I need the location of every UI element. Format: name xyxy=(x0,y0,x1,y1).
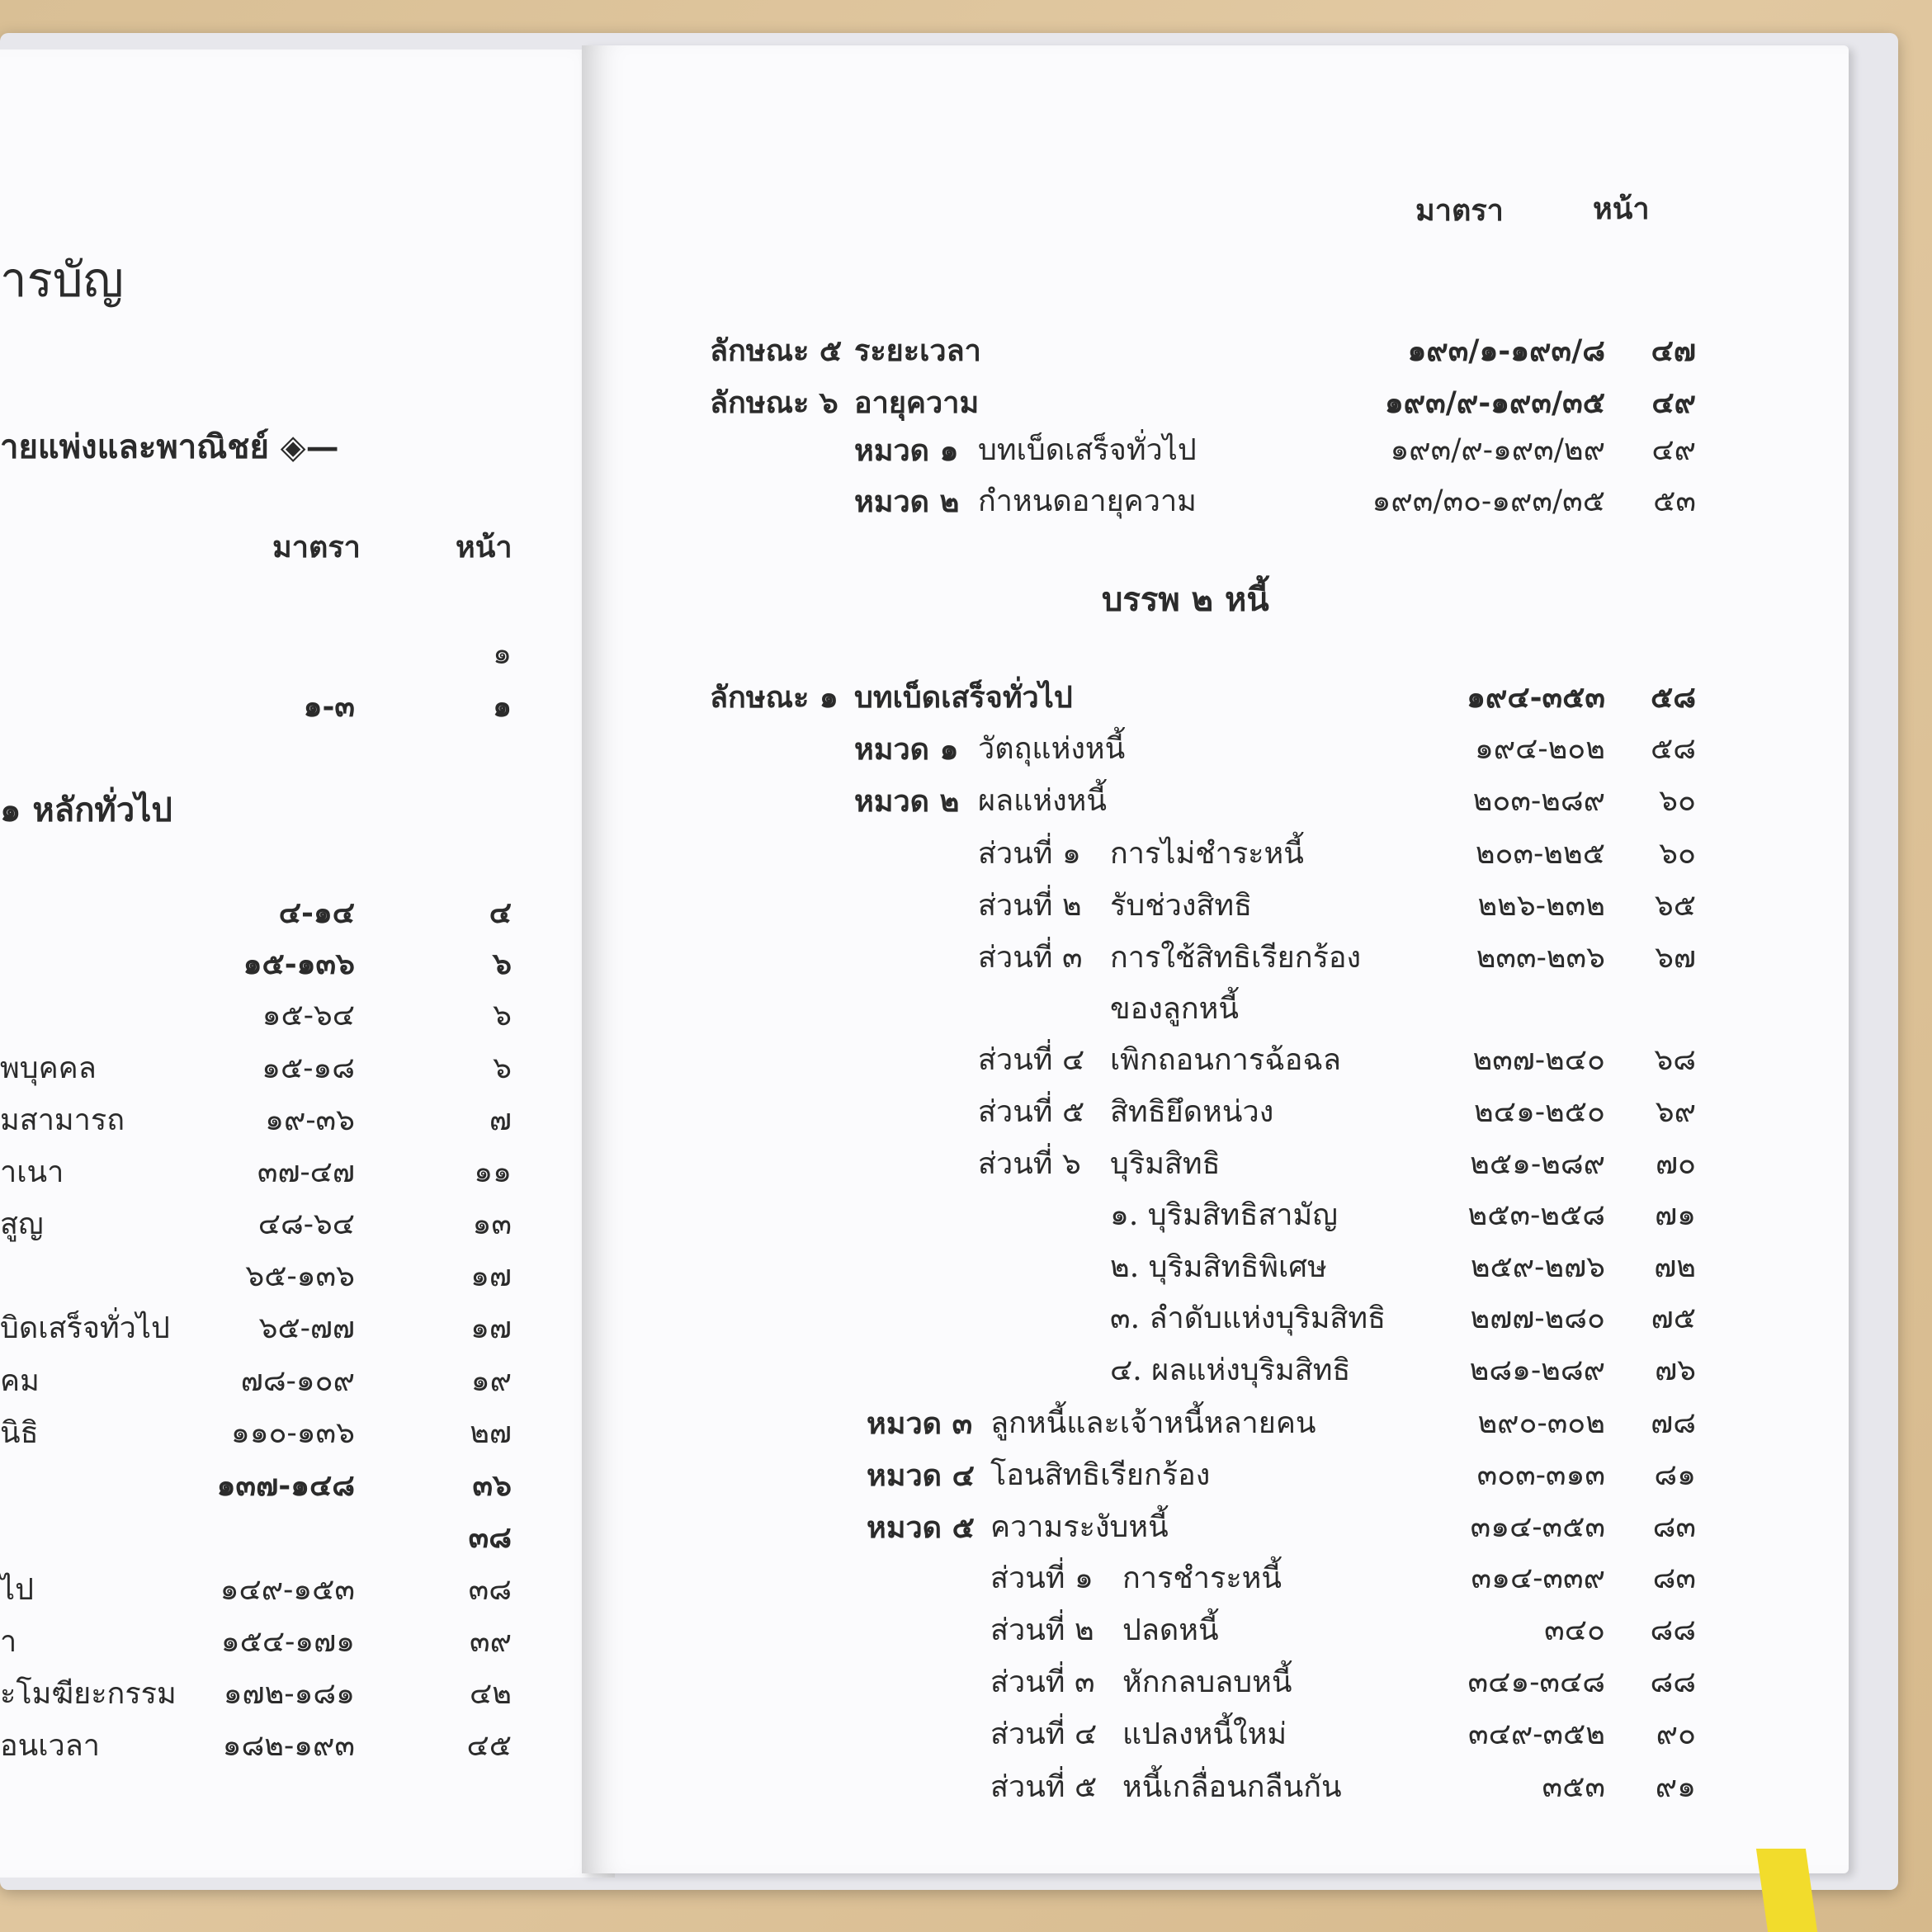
toc-entry-label: บิดเสร็จทั่วไป xyxy=(0,1311,170,1345)
toc-entry-page: ๗๐ xyxy=(1655,1147,1696,1181)
toc-entry-label: พบุคคล xyxy=(0,1051,97,1085)
toc-entry-label: า xyxy=(0,1625,17,1659)
column-header-section: มาตรา xyxy=(1415,193,1504,228)
toc-entry-page: ๒๗ xyxy=(470,1416,512,1450)
toc-entry-c3: ส่วนที่ ๑ xyxy=(978,837,1081,871)
toc-entry-page: ๗๘ xyxy=(1651,1406,1696,1440)
toc-entry-page: ๖๐ xyxy=(1659,837,1696,871)
heading-general-principles: ๑ หลักทั่วไป xyxy=(0,791,172,829)
toc-entry-c1: ลักษณะ ๖ xyxy=(710,385,838,420)
toc-entry-section: ๖๕-๗๗ xyxy=(258,1311,355,1345)
toc-entry-section: ๑๕-๑๓๖ xyxy=(243,947,355,981)
toc-entry-section: ๑๓๗-๑๔๘ xyxy=(216,1468,355,1503)
toc-entry-c4: แปลงหนี้ใหม่ xyxy=(1122,1717,1287,1751)
toc-entry-c3: ส่วนที่ ๔ xyxy=(990,1717,1098,1751)
toc-entry-section: ๑๙๓/๙-๑๙๓/๒๙ xyxy=(1390,433,1605,467)
toc-entry-section: ๒๐๓-๒๘๙ xyxy=(1472,784,1605,818)
toc-entry-c4: การไม่ชำระหนี้ xyxy=(1110,837,1304,871)
toc-entry-c4: ปลดหนี้ xyxy=(1122,1613,1219,1647)
toc-entry-label: ะโมฆียะกรรม xyxy=(0,1677,177,1711)
toc-entry-section: ๒๕๑-๒๘๙ xyxy=(1470,1147,1605,1181)
toc-entry-c3: ส่วนที่ ๔ xyxy=(978,1043,1085,1077)
toc-entry-section: ๖๕-๑๓๖ xyxy=(245,1259,355,1293)
toc-entry-section: ๓๔๐ xyxy=(1544,1613,1605,1647)
toc-entry-label: ไป xyxy=(0,1573,34,1607)
toc-entry-section: ๑๑๐-๑๓๖ xyxy=(230,1416,355,1450)
toc-entry-page: ๖๗ xyxy=(1655,941,1696,975)
toc-entry-page: ๖ xyxy=(493,1051,512,1085)
toc-entry-page: ๗๕ xyxy=(1651,1301,1696,1335)
toc-entry-c2: หมวด ๒ xyxy=(854,484,960,519)
toc-entry-section: ๒๓๗-๒๔๐ xyxy=(1472,1043,1605,1077)
toc-entry-c3: กำหนดอายุความ xyxy=(978,484,1197,518)
toc-entry-c2: หมวด ๓ xyxy=(867,1406,973,1441)
book-heading: บรรพ ๒ หนี้ xyxy=(1102,580,1269,619)
toc-entry-section: ๔-๑๔ xyxy=(278,895,355,930)
toc-entry-section: ๒๕๓-๒๕๘ xyxy=(1467,1198,1605,1232)
toc-entry-page: ๑๗ xyxy=(470,1311,512,1345)
toc-entry-page: ๙๑ xyxy=(1655,1770,1696,1804)
toc-entry-c4: ของลูกหนี้ xyxy=(1110,992,1240,1026)
toc-entry-section: ๑๕๔-๑๗๑ xyxy=(220,1625,355,1659)
toc-entry-page: ๔๕ xyxy=(466,1729,512,1763)
toc-entry-page: ๗๑ xyxy=(1655,1198,1696,1232)
toc-entry-c4: ๒. บุริมสิทธิพิเศษ xyxy=(1110,1250,1327,1284)
toc-entry-section: ๓๕๓ xyxy=(1542,1770,1605,1804)
toc-entry-c2: ระยะเวลา xyxy=(854,333,981,368)
toc-entry-page: ๔๒ xyxy=(470,1677,512,1711)
toc-entry-section: ๒๘๑-๒๘๙ xyxy=(1469,1353,1605,1387)
toc-entry-section: ๒๔๑-๒๕๐ xyxy=(1474,1095,1605,1129)
toc-entry-c4: รับช่วงสิทธิ xyxy=(1110,889,1253,923)
toc-entry-section: ๒๒๖-๒๓๒ xyxy=(1477,889,1605,923)
toc-entry-section: ๑๕-๑๘ xyxy=(262,1051,355,1085)
column-header-page: หน้า xyxy=(1593,191,1650,226)
toc-entry-page: ๗๒ xyxy=(1654,1250,1696,1284)
toc-entry-section: ๑๙-๓๖ xyxy=(265,1103,355,1137)
toc-entry-page: ๔๙ xyxy=(1651,385,1696,420)
toc-entry-page: ๑ xyxy=(493,637,512,671)
right-page xyxy=(582,45,1849,1873)
toc-entry-page: ๘๘ xyxy=(1650,1613,1696,1647)
toc-entry-section: ๑๔๙-๑๕๓ xyxy=(220,1573,355,1607)
toc-entry-c3: ส่วนที่ ๖ xyxy=(978,1147,1081,1181)
toc-entry-c4: หักกลบลบหนี้ xyxy=(1122,1665,1292,1699)
toc-entry-c4: ๓. ลำดับแห่งบุริมสิทธิ xyxy=(1110,1301,1386,1335)
toc-entry-c2: หมวด ๑ xyxy=(854,433,959,468)
toc-entry-page: ๖๙ xyxy=(1655,1095,1696,1129)
toc-entry-page: ๖ xyxy=(493,947,512,981)
toc-entry-c1: ลักษณะ ๕ xyxy=(710,333,843,368)
toc-entry-section: ๗๘-๑๐๙ xyxy=(240,1364,355,1398)
toc-entry-c2: หมวด ๔ xyxy=(867,1458,975,1493)
toc-entry-label: อนเวลา xyxy=(0,1729,101,1763)
toc-entry-c3: โอนสิทธิเรียกร้อง xyxy=(990,1458,1211,1492)
toc-entry-c1: ลักษณะ ๑ xyxy=(710,680,838,715)
toc-entry-section: ๔๘-๖๔ xyxy=(257,1207,355,1241)
toc-entry-section: ๑๘๒-๑๙๓ xyxy=(222,1729,355,1763)
toc-entry-section: ๒๐๓-๒๒๕ xyxy=(1475,837,1605,871)
toc-entry-c3: ส่วนที่ ๒ xyxy=(990,1613,1094,1647)
toc-entry-page: ๗ xyxy=(489,1103,512,1137)
toc-entry-section: ๑๙๔-๒๐๒ xyxy=(1474,732,1605,766)
toc-entry-c3: ผลแห่งหนี้ xyxy=(978,784,1108,818)
toc-entry-c3: ส่วนที่ ๕ xyxy=(978,1095,1085,1129)
toc-entry-page: ๑๙ xyxy=(470,1364,512,1398)
toc-entry-page: ๘๓ xyxy=(1652,1561,1696,1595)
toc-entry-c3: ส่วนที่ ๑ xyxy=(990,1561,1094,1595)
toc-entry-label: คม xyxy=(0,1364,40,1398)
toc-entry-c4: สิทธิยึดหน่วง xyxy=(1110,1095,1274,1129)
toc-entry-label: ำเนา xyxy=(0,1155,64,1189)
toc-entry-page: ๙๐ xyxy=(1656,1717,1696,1751)
toc-entry-section: ๑๕-๖๔ xyxy=(262,999,355,1032)
page-title: ารบัญ xyxy=(0,252,124,308)
toc-entry-section: ๒๙๐-๓๐๒ xyxy=(1477,1406,1605,1440)
toc-entry-c2: หมวด ๕ xyxy=(867,1510,975,1545)
toc-entry-section: ๑๙๓/๑-๑๙๓/๘ xyxy=(1407,333,1605,368)
toc-entry-c3: ส่วนที่ ๓ xyxy=(990,1665,1095,1699)
toc-entry-page: ๕๓ xyxy=(1653,484,1696,518)
toc-entry-c3: ความระงับหนี้ xyxy=(990,1510,1169,1544)
toc-entry-c4: ๔. ผลแห่งบุริมสิทธิ xyxy=(1110,1353,1351,1387)
toc-entry-page: ๗๖ xyxy=(1655,1353,1696,1387)
toc-entry-page: ๘๑ xyxy=(1654,1458,1696,1492)
toc-entry-section: ๒๕๙-๒๗๖ xyxy=(1470,1250,1605,1284)
toc-entry-page: ๑๗ xyxy=(470,1259,512,1293)
toc-entry-section: ๑๙๓/๙-๑๙๓/๓๕ xyxy=(1384,385,1605,420)
toc-entry-section: ๑๙๓/๓๐-๑๙๓/๓๕ xyxy=(1372,484,1605,518)
column-header-page: หน้า xyxy=(456,530,513,564)
toc-entry-c3: ลูกหนี้และเจ้าหนี้หลายคน xyxy=(990,1406,1316,1440)
toc-entry-c3: ส่วนที่ ๒ xyxy=(978,889,1082,923)
toc-entry-page: ๘๘ xyxy=(1650,1665,1696,1699)
toc-entry-section: ๓๑๔-๓๕๓ xyxy=(1470,1510,1605,1544)
toc-entry-c2: บทเบ็ดเสร็จทั่วไป xyxy=(854,680,1073,715)
toc-entry-page: ๔๗ xyxy=(1651,333,1696,368)
toc-entry-c4: การชำระหนี้ xyxy=(1122,1561,1282,1595)
toc-entry-c4: หนี้เกลื่อนกลืนกัน xyxy=(1122,1770,1342,1804)
toc-entry-section: ๑๗๒-๑๘๑ xyxy=(223,1677,355,1711)
toc-entry-page: ๓๖ xyxy=(472,1468,512,1503)
left-page xyxy=(0,50,615,1878)
column-header-section: มาตรา xyxy=(272,530,361,564)
toc-entry-page: ๓๘ xyxy=(468,1573,512,1607)
toc-entry-c4: เพิกถอนการฉ้อฉล xyxy=(1110,1043,1341,1077)
toc-entry-page: ๑ xyxy=(493,689,512,724)
toc-entry-label: นิธิ xyxy=(0,1416,39,1450)
toc-entry-c4: การใช้สิทธิเรียกร้อง xyxy=(1110,941,1362,975)
toc-entry-c3: บทเบ็ดเสร็จทั่วไป xyxy=(978,433,1197,467)
toc-entry-section: ๑๙๔-๓๕๓ xyxy=(1467,680,1605,715)
toc-entry-page: ๔๙ xyxy=(1651,433,1696,467)
toc-entry-section: ๑-๓ xyxy=(303,689,355,724)
toc-entry-c4: บุริมสิทธิ xyxy=(1110,1147,1221,1181)
toc-entry-c2: หมวด ๒ xyxy=(854,784,960,819)
toc-entry-section: ๓๑๔-๓๓๙ xyxy=(1471,1561,1605,1595)
toc-entry-section: ๒๓๓-๒๓๖ xyxy=(1476,941,1605,975)
toc-entry-c3: ส่วนที่ ๓ xyxy=(978,941,1083,975)
toc-entry-page: ๖๘ xyxy=(1654,1043,1696,1077)
toc-entry-section: ๓๔๑-๓๔๘ xyxy=(1467,1665,1605,1699)
toc-entry-c3: ส่วนที่ ๕ xyxy=(990,1770,1098,1804)
toc-entry-page: ๑๑ xyxy=(474,1155,512,1189)
toc-entry-page: ๖๕ xyxy=(1654,889,1696,923)
toc-entry-c4: ๑. บุริมสิทธิสามัญ xyxy=(1110,1198,1338,1232)
toc-entry-page: ๓๙ xyxy=(470,1625,512,1659)
page-subtitle: ายแพ่งและพาณิชย์ ◈— xyxy=(0,427,339,466)
toc-entry-page: ๕๘ xyxy=(1650,732,1696,766)
toc-entry-page: ๕๘ xyxy=(1650,680,1696,715)
toc-entry-section: ๓๐๓-๓๑๓ xyxy=(1476,1458,1605,1492)
toc-entry-c2: หมวด ๑ xyxy=(854,732,959,767)
toc-entry-page: ๔ xyxy=(489,895,512,930)
toc-entry-page: ๓๘ xyxy=(468,1520,512,1555)
toc-entry-page: ๖ xyxy=(493,999,512,1032)
toc-entry-label: มสามารถ xyxy=(0,1103,125,1137)
toc-entry-section: ๒๗๗-๒๘๐ xyxy=(1470,1301,1605,1335)
toc-entry-page: ๘๓ xyxy=(1652,1510,1696,1544)
toc-entry-section: ๓๗-๔๗ xyxy=(257,1155,355,1189)
toc-entry-page: ๑๓ xyxy=(472,1207,512,1241)
toc-entry-c3: วัตถุแห่งหนี้ xyxy=(978,732,1126,766)
toc-entry-page: ๖๐ xyxy=(1659,784,1696,818)
toc-entry-c2: อายุความ xyxy=(854,385,980,420)
toc-entry-label: สูญ xyxy=(0,1207,44,1241)
toc-entry-section: ๓๔๙-๓๕๒ xyxy=(1468,1717,1605,1751)
